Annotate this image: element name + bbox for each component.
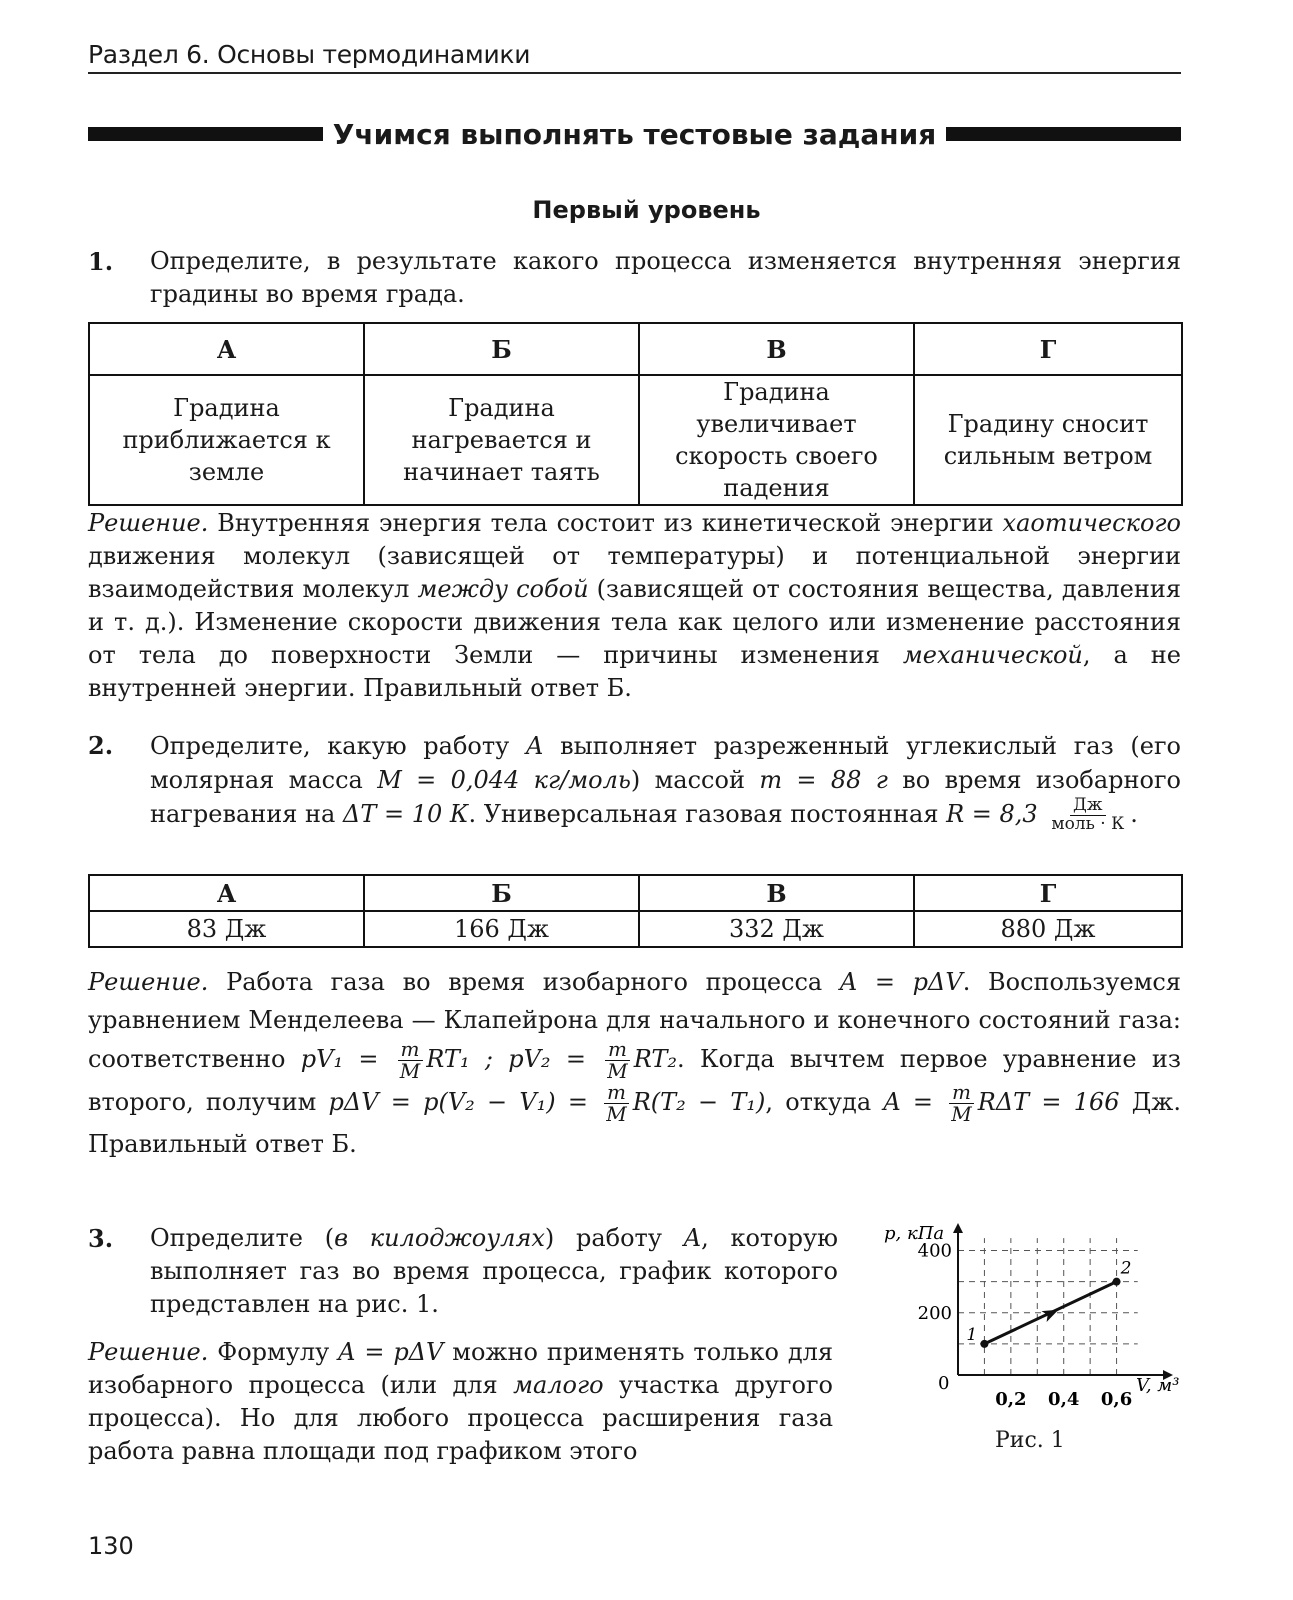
formula: RT₂ xyxy=(633,1045,678,1073)
fraction xyxy=(604,1039,630,1082)
origin-label: 0 xyxy=(938,1373,950,1394)
solution-text: участка другого процесса). Но для любого процесса расширения газа работа равна площади под графиком этого xyxy=(88,1371,833,1465)
task-number: 3. xyxy=(88,1224,114,1253)
task-number: 2. xyxy=(88,731,114,760)
chart-marks xyxy=(966,1259,1131,1348)
option-cell: 83 Дж xyxy=(89,911,364,947)
fraction xyxy=(948,1082,974,1125)
fraction-numerator: Дж xyxy=(1070,797,1105,816)
task-1 xyxy=(88,245,1181,311)
formula: R(T₂ − T₁) xyxy=(632,1088,766,1116)
fraction-denominator: M xyxy=(607,1059,628,1083)
question-text: . Универсальная газовая постоянная xyxy=(468,800,939,828)
question-text: ) массой xyxy=(630,766,745,794)
solution-text: можно применять только для изобарного процесса (или для xyxy=(88,1338,833,1399)
question-text: , которую выполняет газ во время процесса, график которого представлен на рис. 1. xyxy=(150,1224,839,1318)
fraction-numerator: m xyxy=(604,1082,629,1104)
solution-text: движения молекул (зависящей от температуры) и потенциальной энергии взаимодействия молекул xyxy=(88,542,1181,603)
solution-1 xyxy=(88,507,1181,705)
fraction-denominator: M xyxy=(399,1059,421,1083)
x-tick-label: 0,6 xyxy=(1100,1389,1133,1410)
solution-text: Работа газа во время изобарного процесса xyxy=(226,968,823,996)
unit-fraction xyxy=(1048,797,1127,834)
fraction-denominator: моль · К xyxy=(1051,814,1125,834)
solution-emphasis: механической xyxy=(902,641,1083,669)
option-header: Б xyxy=(364,323,639,375)
question-text: во время изобарного нагревания на xyxy=(150,766,1181,828)
solution-emphasis: между собой xyxy=(417,575,589,603)
solution-text: . Когда вычтем первое уравнение из второго, получим xyxy=(88,1045,1181,1116)
pv-chart xyxy=(870,1215,1190,1415)
fraction xyxy=(603,1082,629,1125)
option-header: Г xyxy=(914,323,1182,375)
solution-text: Формулу xyxy=(217,1338,330,1366)
question-text: Определите, какую работу xyxy=(150,732,510,760)
formula: ΔT = 10 К xyxy=(342,800,469,828)
formula: M = 0,044 кг/моль xyxy=(377,766,631,794)
solution-text: , откуда xyxy=(765,1088,872,1116)
fraction-numerator: m xyxy=(398,1039,423,1061)
formula: pV₂ = xyxy=(508,1045,586,1073)
formula: A = pΔV xyxy=(338,1338,444,1366)
section-title: Учимся выполнять тестовые задания xyxy=(332,117,937,151)
option-cell: Градина увеличивает скорость своего падения xyxy=(639,375,914,505)
solution-text: , а не внутренней энергии. Правильный ответ Б. xyxy=(88,641,1181,702)
symbol: A xyxy=(683,1224,702,1252)
answer-options-table-1 xyxy=(88,322,1183,506)
solution-emphasis: малого xyxy=(513,1371,604,1399)
task-question: Определите, какую работу A выполняет разреженный углекислый газ (его молярная масса M = 0,044 кг/моль) массой m = 88 г во время изобарного нагревания на ΔT = 10 К. Универсальная газовая постоянная R = 8,3 $\frac{Дж}{\text{моль · К}}$ . xyxy=(150,732,1181,834)
fraction-denominator: M xyxy=(951,1102,972,1126)
formula: RT₁ ; xyxy=(426,1045,493,1073)
solution-text: (зависящей от состояния вещества, давления и т. д.). Изменение скорости движения тела как целого или изменение расстояния от тела до поверхности Земли — причины изменения xyxy=(88,575,1181,669)
option-header: А xyxy=(89,323,364,375)
question-text: выполняет разреженный углекислый газ (его молярная масса xyxy=(150,732,1181,794)
option-cell: 332 Дж xyxy=(639,911,914,947)
solution-text: Внутренняя энергия тела состоит из кинетической энергии xyxy=(217,509,994,537)
formula: A = pΔV xyxy=(839,968,963,996)
question-text: Определите ( xyxy=(150,1224,335,1252)
answer-options-table-2 xyxy=(88,874,1183,948)
option-cell: Градина приближается к земле xyxy=(89,375,364,505)
fraction xyxy=(397,1039,423,1082)
chart-grid xyxy=(958,1238,1138,1375)
x-axis-label: V, м³ xyxy=(1136,1375,1180,1396)
solution-label: Решение. xyxy=(88,1338,209,1366)
page-number: 130 xyxy=(88,1532,134,1560)
y-tick-label: 200 xyxy=(917,1302,952,1324)
y-tick-label: 400 xyxy=(917,1240,952,1262)
option-cell: 880 Дж xyxy=(914,911,1182,947)
solution-label: Решение. xyxy=(88,968,209,996)
banner-bar-left xyxy=(88,127,323,141)
solution-3 xyxy=(88,1336,833,1468)
point-label-1: 1 xyxy=(966,1324,978,1345)
solution-label: Решение. xyxy=(88,509,209,537)
point-label-2: 2 xyxy=(1120,1258,1132,1279)
y-axis-label: p, кПа xyxy=(884,1223,945,1244)
solution-text: Дж. Правильный ответ Б. xyxy=(88,1088,1181,1158)
formula: pΔV = p(V₂ − V₁) = xyxy=(328,1088,588,1116)
banner-bar-right xyxy=(946,127,1181,141)
formula: R = 8,3 xyxy=(946,800,1038,828)
section-banner xyxy=(88,112,1181,156)
solution-2 xyxy=(88,963,1181,1163)
option-header: В xyxy=(639,323,914,375)
symbol: A xyxy=(526,732,544,760)
fraction-numerator: m xyxy=(605,1039,630,1061)
running-header: Раздел 6. Основы термодинамики xyxy=(88,40,531,69)
option-cell: Градина нагревается и начинает таять xyxy=(364,375,639,505)
y-axis-arrow xyxy=(953,1223,963,1233)
fraction-numerator: m xyxy=(949,1082,974,1104)
x-tick-label: 0,2 xyxy=(995,1389,1027,1410)
task-question: Определите, в результате какого процесса изменяется внутренняя энергия градины во время града. xyxy=(150,247,1181,308)
task-question xyxy=(150,1222,838,1321)
level-title: Первый уровень xyxy=(532,196,761,224)
fraction-denominator: M xyxy=(606,1102,627,1126)
task-2 xyxy=(88,729,1181,834)
question-text: ) работу xyxy=(544,1224,662,1252)
option-header: В xyxy=(639,875,914,911)
point-2 xyxy=(1113,1278,1121,1286)
solution-emphasis: хаотического xyxy=(1002,509,1181,537)
question-emphasis: в килоджоулях xyxy=(334,1224,545,1252)
option-header: Г xyxy=(914,875,1182,911)
figure-caption: Рис. 1 xyxy=(995,1428,1065,1453)
task-3 xyxy=(88,1222,838,1321)
formula: m = 88 г xyxy=(759,766,888,794)
solution-text: . Воспользуемся уравнением Менделеева — Клапейрона для начального и конечного состояний газа: соответственно xyxy=(88,968,1181,1073)
task-number: 1. xyxy=(88,247,114,276)
formula: RΔT = 166 xyxy=(977,1088,1120,1116)
option-header: А xyxy=(89,875,364,911)
option-header: Б xyxy=(364,875,639,911)
option-cell: 166 Дж xyxy=(364,911,639,947)
point-1 xyxy=(980,1340,988,1348)
header-rule xyxy=(88,72,1181,74)
option-cell: Градину сносит сильным ветром xyxy=(914,375,1182,505)
formula: A = xyxy=(883,1088,934,1116)
x-tick-label: 0,4 xyxy=(1048,1389,1080,1410)
formula: pV₁ = xyxy=(300,1045,379,1073)
